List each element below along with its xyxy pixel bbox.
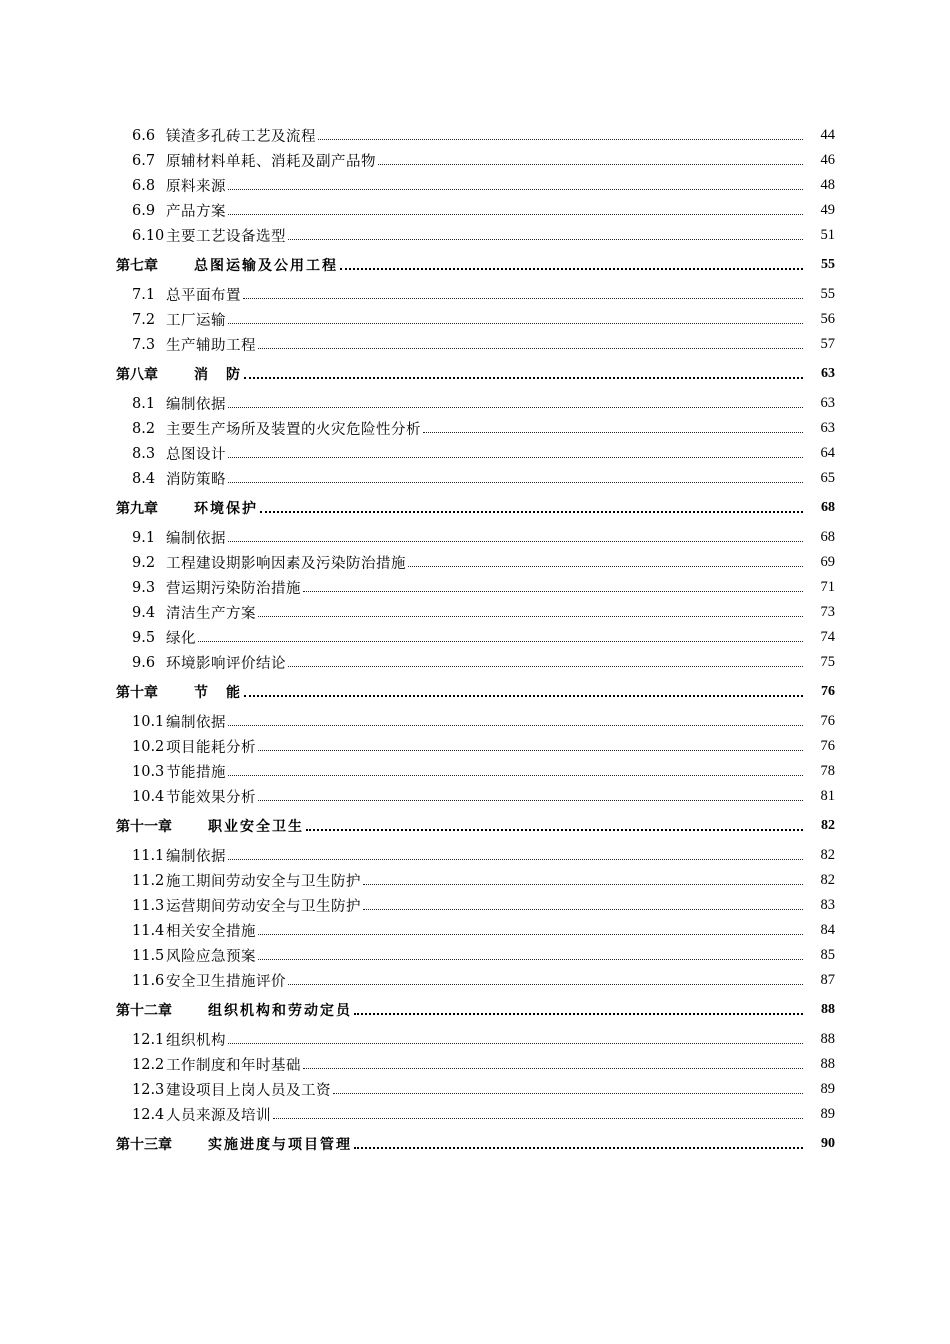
page-number: 88 [821,1002,835,1017]
section-title: 项目能耗分析 [166,740,256,756]
section-title: 绿化 [166,631,196,647]
page-number: 51 [820,227,835,243]
chapter-title: 职业安全卫生 [208,819,304,835]
section-title: 产品方案 [166,204,226,220]
section-number: 9.2 [132,554,156,571]
page-number: 88 [820,1031,835,1047]
page-number: 82 [820,872,835,888]
dot-leader [228,214,803,215]
toc-section-entry[interactable] [116,223,835,248]
page-number: 64 [820,445,835,461]
dot-leader [340,268,803,270]
toc-section-entry[interactable] [116,625,835,650]
page-number: 90 [821,1136,835,1151]
page-number: 78 [820,763,835,779]
dot-leader [258,959,803,960]
chapter-number: 第七章 [116,258,158,274]
section-number: 6.9 [132,202,156,219]
section-number: 9.1 [132,529,156,546]
section-title: 编制依据 [166,849,226,865]
chapter-title: 环境保护 [194,501,258,517]
dot-leader [303,591,803,592]
section-title: 主要工艺设备选型 [166,229,286,245]
dot-leader [228,775,803,776]
page-number: 63 [820,420,835,436]
section-title: 节能措施 [166,765,226,781]
dot-leader [228,407,803,408]
toc-section-entry[interactable] [116,198,835,223]
page-number: 56 [820,311,835,327]
section-number: 8.1 [132,395,156,412]
chapter-title: 组织机构和劳动定员 [208,1003,352,1019]
dot-leader [228,457,803,458]
toc-section-entry[interactable] [116,709,835,734]
toc-section-entry[interactable] [116,307,835,332]
dot-leader [273,1118,803,1119]
section-number: 8.2 [132,420,156,437]
page-number: 55 [820,286,835,302]
toc-section-entry[interactable] [116,1077,835,1102]
chapter-title: 总图运输及公用工程 [194,258,338,274]
dot-leader [258,750,803,751]
toc-section-entry[interactable] [116,868,835,893]
toc-section-entry[interactable] [116,893,835,918]
dot-leader [288,239,803,240]
section-number: 6.7 [132,152,156,169]
chapter-title: 消 防 [194,367,242,383]
page-number: 63 [820,395,835,411]
section-number: 12.1 [132,1031,165,1048]
page-number: 82 [821,818,835,833]
section-number: 9.5 [132,629,156,646]
page-number: 71 [820,579,835,595]
chapter-title: 实施进度与项目管理 [208,1137,352,1153]
section-title: 总平面布置 [166,288,241,304]
section-number: 11.5 [132,947,165,964]
section-title: 相关安全措施 [166,924,256,940]
toc-chapter-entry[interactable] [116,248,835,282]
section-title: 编制依据 [166,397,226,413]
dot-leader [423,432,803,433]
section-title: 工程建设期影响因素及污染防治措施 [166,556,406,572]
page-number: 63 [821,366,835,381]
toc-section-entry[interactable] [116,650,835,675]
dot-leader [228,725,803,726]
dot-leader [228,323,803,324]
toc-section-entry[interactable] [116,416,835,441]
page-number: 76 [820,713,835,729]
chapter-number: 第十三章 [116,1137,172,1153]
dot-leader [408,566,803,567]
page-number: 76 [820,738,835,754]
page-number: 68 [821,500,835,515]
toc-section-entry[interactable] [116,968,835,993]
toc-section-entry[interactable] [116,332,835,357]
section-title: 环境影响评价结论 [166,656,286,672]
section-number: 9.3 [132,579,156,596]
toc-section-entry[interactable] [116,1102,835,1127]
page-number: 81 [820,788,835,804]
dot-leader [354,1147,803,1149]
section-number: 11.2 [132,872,165,889]
toc-section-entry[interactable] [116,391,835,416]
toc-section-entry[interactable] [116,759,835,784]
dot-leader [378,164,803,165]
dot-leader [228,859,803,860]
section-number: 12.2 [132,1056,165,1073]
dot-leader [243,298,803,299]
toc-section-entry[interactable] [116,734,835,759]
chapter-number: 第八章 [116,367,158,383]
dot-leader [228,1043,803,1044]
dot-leader [258,934,803,935]
toc-section-entry[interactable] [116,550,835,575]
dot-leader [363,884,803,885]
toc-section-entry[interactable] [116,918,835,943]
section-title: 消防策略 [166,472,226,488]
section-title: 原料来源 [166,179,226,195]
section-number: 10.1 [132,713,165,730]
section-number: 8.4 [132,470,156,487]
page-number: 75 [820,654,835,670]
toc-section-entry[interactable] [116,1052,835,1077]
page-number: 57 [820,336,835,352]
toc-section-entry[interactable] [116,123,835,148]
dot-leader [258,800,803,801]
section-title: 安全卫生措施评价 [166,974,286,990]
table-of-contents [116,123,835,1161]
dot-leader [354,1013,803,1015]
page-number: 89 [820,1081,835,1097]
toc-section-entry[interactable] [116,600,835,625]
toc-chapter-entry[interactable] [116,993,835,1027]
section-number: 7.2 [132,311,156,328]
section-title: 原辅材料单耗、消耗及副产品物 [166,154,376,170]
chapter-number: 第十章 [116,685,158,701]
toc-section-entry[interactable] [116,148,835,173]
dot-leader [260,511,803,513]
page-number: 74 [820,629,835,645]
dot-leader [258,616,803,617]
toc-chapter-entry[interactable] [116,491,835,525]
section-number: 8.3 [132,445,156,462]
section-title: 节能效果分析 [166,790,256,806]
toc-section-entry[interactable] [116,784,835,809]
section-title: 生产辅助工程 [166,338,256,354]
page-number: 73 [820,604,835,620]
toc-section-entry[interactable] [116,525,835,550]
section-title: 清洁生产方案 [166,606,256,622]
section-number: 6.8 [132,177,156,194]
section-number: 11.1 [132,847,165,864]
page-number: 55 [821,257,835,272]
section-title: 风险应急预案 [166,949,256,965]
dot-leader [288,984,803,985]
toc-section-entry[interactable] [116,282,835,307]
section-number: 11.6 [132,972,165,989]
page-number: 89 [820,1106,835,1122]
toc-section-entry[interactable] [116,441,835,466]
page-number: 68 [820,529,835,545]
page-number: 49 [820,202,835,218]
toc-chapter-entry[interactable] [116,675,835,709]
section-number: 7.3 [132,336,156,353]
section-number: 7.1 [132,286,156,303]
toc-section-entry[interactable] [116,173,835,198]
chapter-number: 第九章 [116,501,158,517]
toc-chapter-entry[interactable] [116,809,835,843]
section-number: 10.4 [132,788,165,805]
section-number: 12.3 [132,1081,165,1098]
page-number: 85 [820,947,835,963]
dot-leader [333,1093,803,1094]
toc-section-entry[interactable] [116,1027,835,1052]
section-number: 12.4 [132,1106,165,1123]
page-number: 65 [820,470,835,486]
section-title: 组织机构 [166,1033,226,1049]
section-title: 编制依据 [166,531,226,547]
toc-section-entry[interactable] [116,843,835,868]
page-number: 84 [820,922,835,938]
chapter-number: 第十二章 [116,1003,172,1019]
section-title: 总图设计 [166,447,226,463]
section-number: 9.4 [132,604,156,621]
section-title: 主要生产场所及装置的火灾危险性分析 [166,422,421,438]
section-title: 人员来源及培训 [166,1108,271,1124]
section-title: 工作制度和年时基础 [166,1058,301,1074]
page-number: 87 [820,972,835,988]
section-number: 9.6 [132,654,156,671]
section-number: 6.6 [132,127,156,144]
section-title: 施工期间劳动安全与卫生防护 [166,874,361,890]
section-number: 11.4 [132,922,165,939]
dot-leader [244,695,803,697]
section-number: 6.10 [132,227,165,244]
page-number: 48 [820,177,835,193]
page-number: 46 [820,152,835,168]
page-number: 82 [820,847,835,863]
section-title: 建设项目上岗人员及工资 [166,1083,331,1099]
dot-leader [288,666,803,667]
section-title: 编制依据 [166,715,226,731]
toc-section-entry[interactable] [116,943,835,968]
dot-leader [303,1068,803,1069]
page-number: 76 [821,684,835,699]
section-title: 营运期污染防治措施 [166,581,301,597]
dot-leader [228,482,803,483]
toc-chapter-entry[interactable] [116,1127,835,1161]
dot-leader [198,641,803,642]
section-title: 镁渣多孔砖工艺及流程 [166,129,316,145]
chapter-title: 节 能 [194,685,242,701]
dot-leader [258,348,803,349]
toc-chapter-entry[interactable] [116,357,835,391]
page-number: 69 [820,554,835,570]
section-number: 10.3 [132,763,165,780]
page-number: 44 [820,127,835,143]
dot-leader [244,377,803,379]
chapter-number: 第十一章 [116,819,172,835]
dot-leader [363,909,803,910]
page-number: 83 [820,897,835,913]
toc-section-entry[interactable] [116,466,835,491]
section-number: 10.2 [132,738,165,755]
section-title: 工厂运输 [166,313,226,329]
dot-leader [318,139,803,140]
toc-section-entry[interactable] [116,575,835,600]
section-title: 运营期间劳动安全与卫生防护 [166,899,361,915]
section-number: 11.3 [132,897,165,914]
page-number: 88 [820,1056,835,1072]
dot-leader [228,541,803,542]
dot-leader [306,829,803,831]
dot-leader [228,189,803,190]
